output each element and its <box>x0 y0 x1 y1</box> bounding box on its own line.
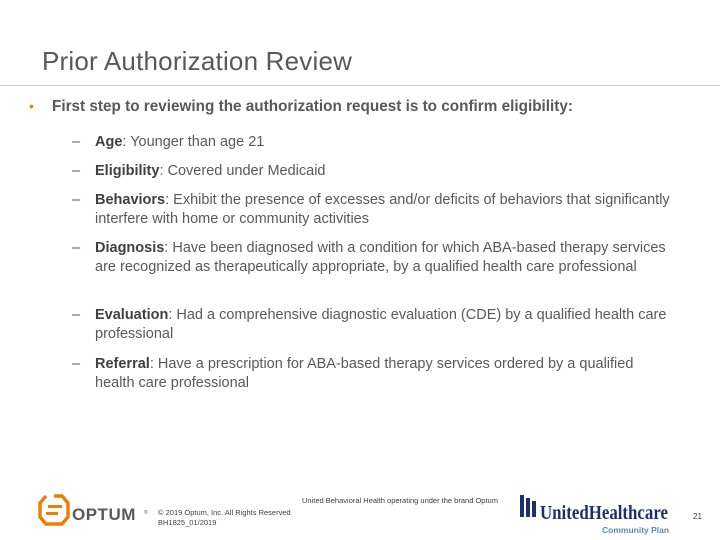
item-text: : Exhibit the presence of excesses and/or deficits of behaviors that significantly interfere with home or community activities <box>95 192 670 227</box>
item-term: Diagnosis <box>95 240 165 256</box>
dash-icon: – <box>72 163 81 179</box>
dash-icon: – <box>72 356 81 372</box>
item-term: Evaluation <box>95 307 169 323</box>
bullet-dot-icon: • <box>29 98 34 114</box>
slide-title: Prior Authorization Review <box>42 46 353 76</box>
footer-code: BH1825_01/2019 <box>158 518 217 527</box>
dash-icon: – <box>72 134 81 150</box>
page-number: 21 <box>693 512 702 521</box>
uhc-logo-text: UnitedHealthcare <box>540 502 669 524</box>
title-divider <box>0 85 720 86</box>
footer-operating-note: United Behavioral Health operating under the brand Optum <box>302 496 498 505</box>
svg-text:®: ® <box>144 510 148 516</box>
footer-copyright: © 2019 Optum, Inc. All Rights Reserved BH1825_01/2019 <box>158 508 291 527</box>
dash-icon: – <box>72 307 81 323</box>
item-term: Behaviors <box>95 192 166 208</box>
item-text: : Have been diagnosed with a condition for which ABA-based therapy services are recognized as therapeutically appropriate, by a qualified health care professional <box>95 240 666 275</box>
uhc-logo <box>518 493 688 535</box>
item-text: : Younger than age 21 <box>122 134 265 150</box>
uhc-logo-icon <box>518 493 688 535</box>
dash-icon: – <box>72 192 81 208</box>
item-text: : Had a comprehensive diagnostic evaluation (CDE) by a qualified health care professional <box>95 307 667 342</box>
main-bullet-text: First step to reviewing the authorization request is to confirm eligibility: <box>52 98 574 115</box>
uhc-sub-text: Community Plan <box>602 525 670 535</box>
dash-icon: – <box>72 240 81 256</box>
optum-logo-text: OPTUM <box>72 505 136 524</box>
item-text: : Covered under Medicaid <box>159 163 326 179</box>
item-text: : Have a prescription for ABA-based therapy services ordered by a qualified health care professional <box>95 356 634 391</box>
item-term: Eligibility <box>95 163 160 179</box>
item-term: Referral <box>95 356 150 372</box>
optum-mark-icon <box>36 490 151 530</box>
optum-logo <box>36 490 151 530</box>
item-term: Age <box>95 134 123 150</box>
